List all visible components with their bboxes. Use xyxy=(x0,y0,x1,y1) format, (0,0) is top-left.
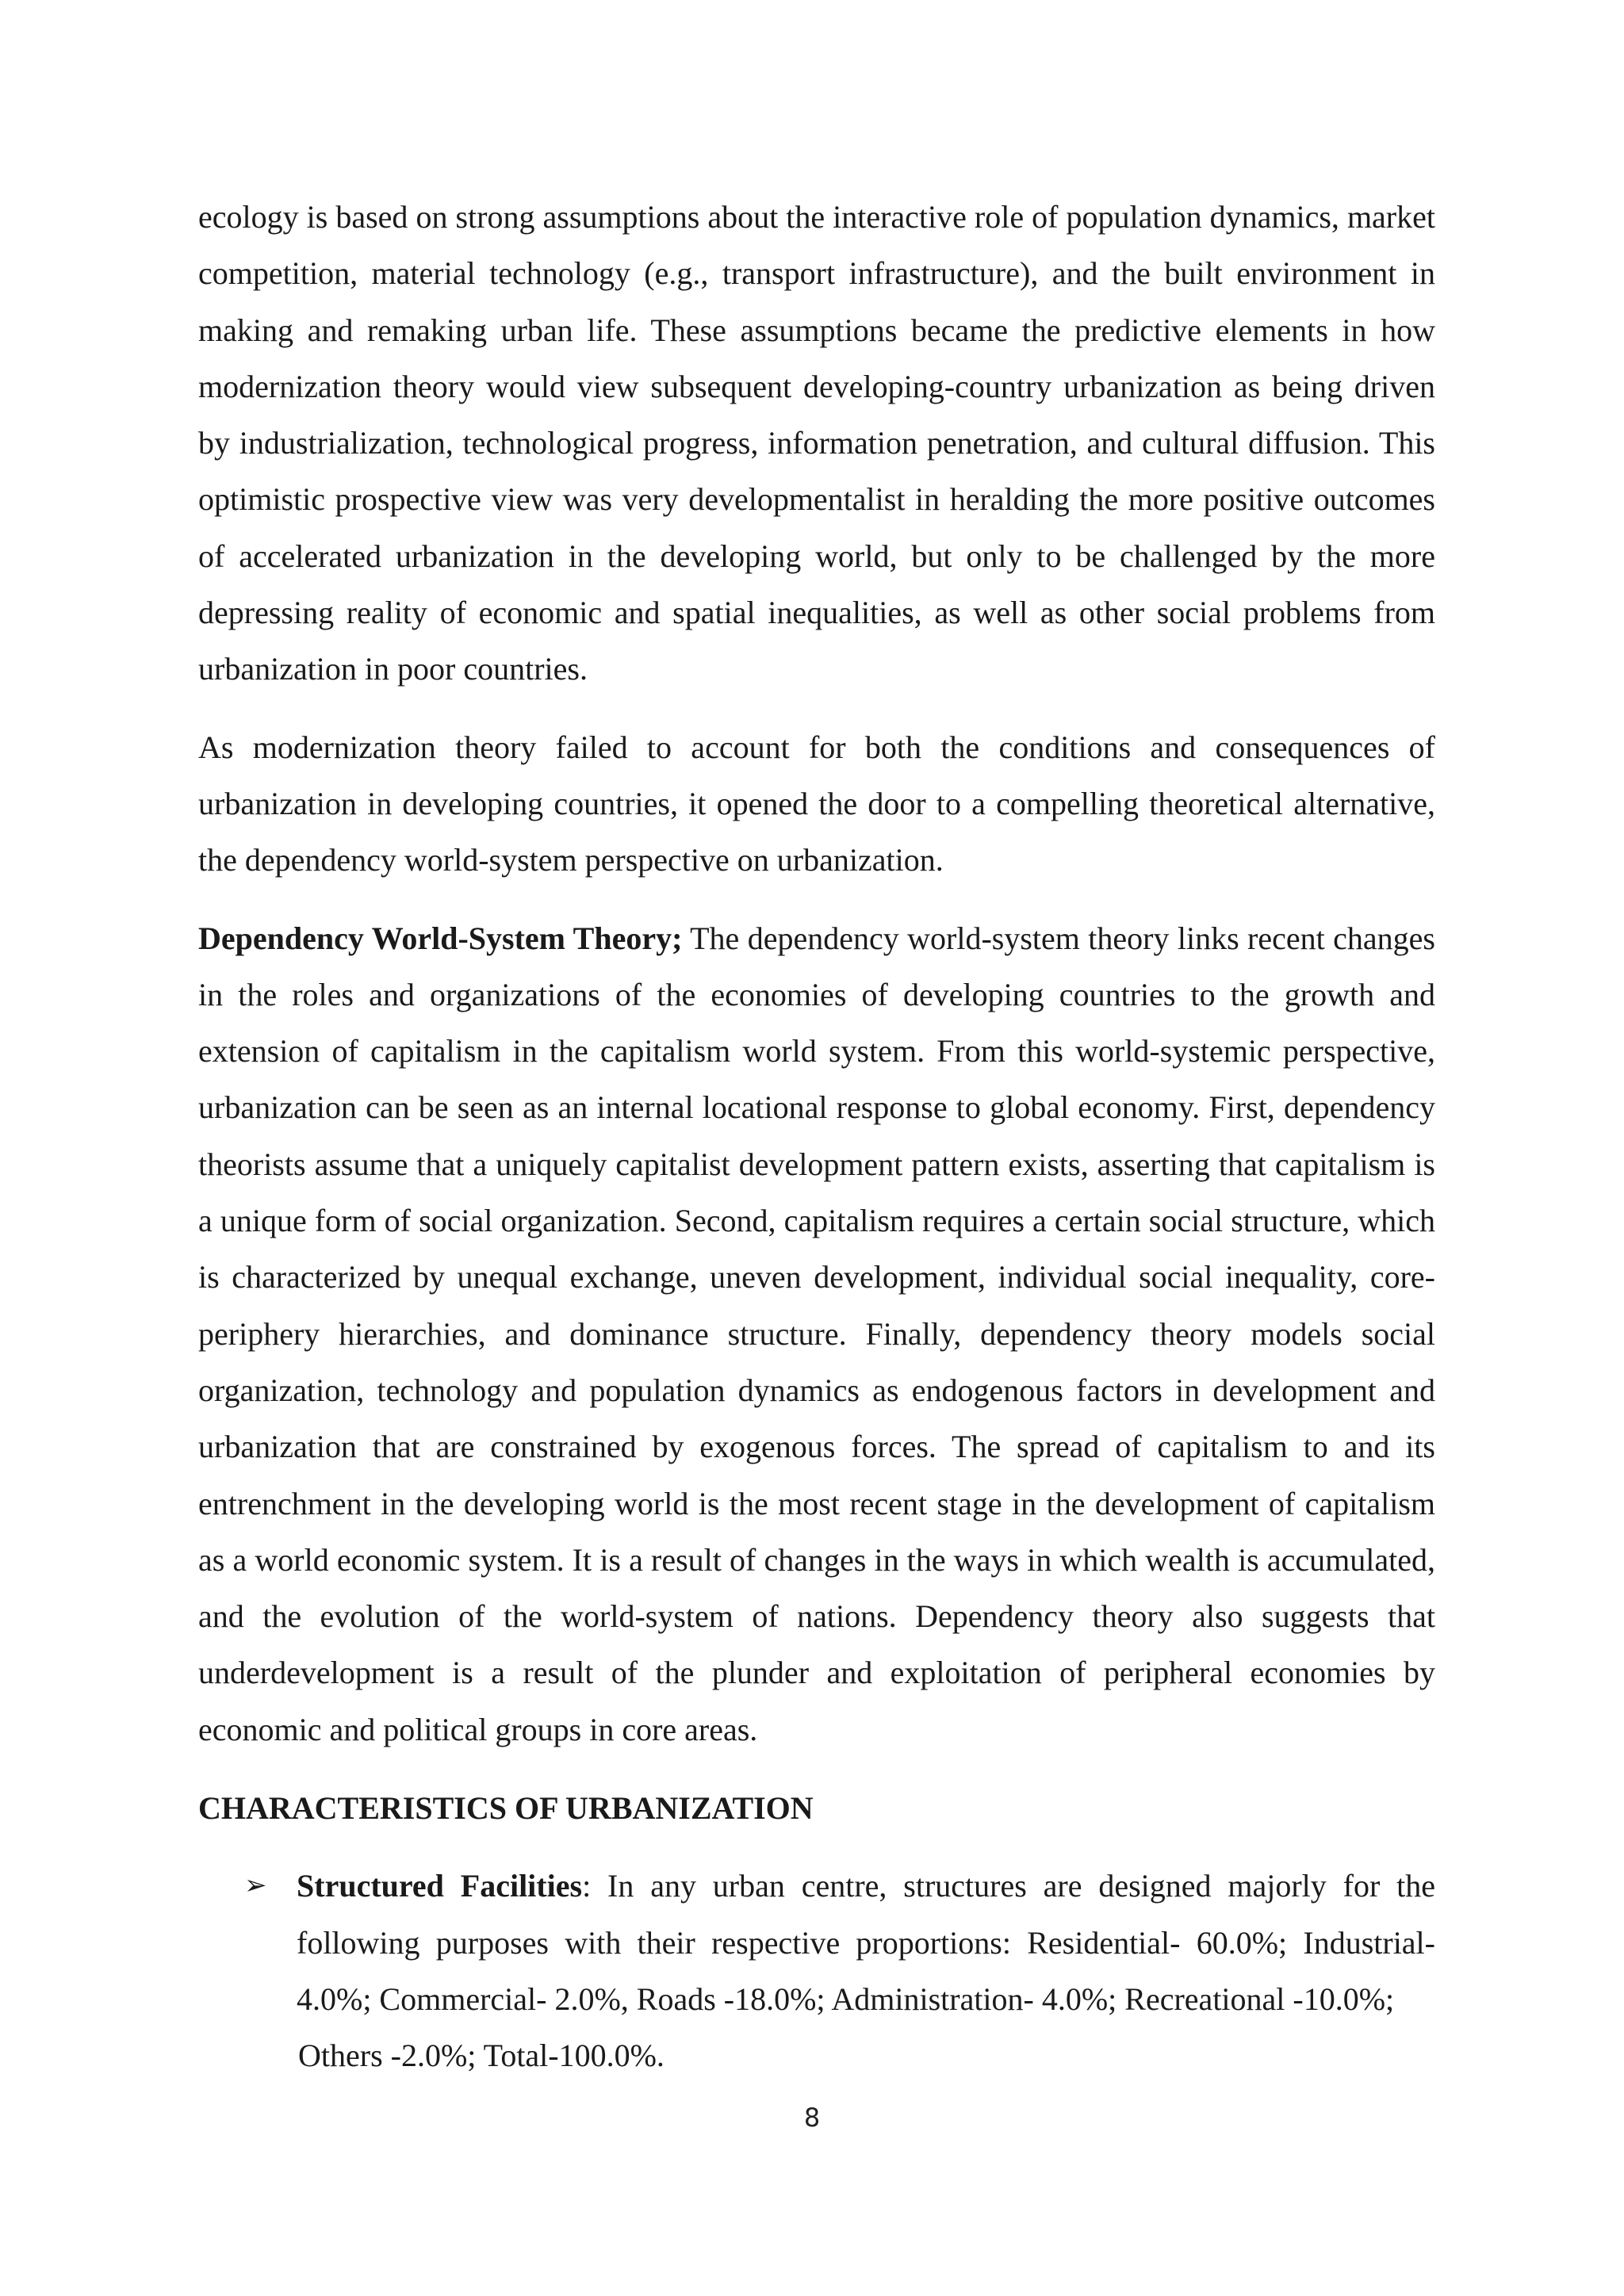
list-item-text xyxy=(297,1858,1435,2027)
section-heading: CHARACTERISTICS OF URBANIZATION xyxy=(198,1790,814,1827)
list-item xyxy=(198,1858,1435,2027)
list-item-lead-term: Structured Facilities xyxy=(297,1868,583,1904)
paragraph-text: As modernization theory failed to account for both the conditions and consequences of urbanization in developing countries, it opened the door to a compelling theoretical alternative, the dependency world-system perspective on urbanization. xyxy=(198,729,1435,878)
arrow-bullet-icon: ➢ xyxy=(244,1869,267,1902)
paragraph-lead-term: Dependency World-System Theory; xyxy=(198,920,683,956)
list-item-continuation: Others -2.0%; Total-100.0%. xyxy=(298,2038,665,2074)
paragraph-dependency-theory xyxy=(198,910,1435,1758)
document-body xyxy=(198,189,1435,2084)
paragraph-modernization-failure xyxy=(198,719,1435,889)
characteristics-list xyxy=(198,1858,1435,2027)
paragraph-text: ecology is based on strong assumptions about the interactive role of population dynamics, market competition, material technology (e.g., transport infrastructure), and the built environment in making and remaking urban life. These assumptions became the predictive elements in how modernization theory would view subsequent developing-country urbanization as being driven by industrialization, technological progress, information penetration, and cultural diffusion. This optimistic prospective view was very developmentalist in heralding the more positive outcomes of accelerated urbanization in the developing world, but only to be challenged by the more depressing reality of economic and spatial inequalities, as well as other social problems from urbanization in poor countries. xyxy=(198,199,1435,687)
paragraph-text: The dependency world-system theory links recent changes in the roles and organizations of the economies of developing countries to the growth and extension of capitalism in the capitalism world system. From this world-systemic perspective, urbanization can be seen as an internal locational response to global economy. First, dependency theorists assume that a uniquely capitalist development pattern exists, asserting that capitalism is a unique form of social organization. Second, capitalism requires a certain social structure, which is characterized by unequal exchange, uneven development, individual social inequality, core-periphery hierarchies, and dominance structure. Finally, dependency theory models social organization, technology and population dynamics as endogenous factors in development and urbanization that are constrained by exogenous forces. The spread of capitalism to and its entrenchment in the developing world is the most recent stage in the development of capitalism as a world economic system. It is a result of changes in the ways in which wealth is accumulated, and the evolution of the world-system of nations. Dependency theory also suggests that underdevelopment is a result of the plunder and exploitation of peripheral economies by economic and political groups in core areas. xyxy=(198,920,1435,1747)
paragraph-modernization-ecology xyxy=(198,189,1435,698)
list-item-body: : In any urban centre, structures are designed majorly for the following purposes with their respective proportions: Residential- 60.0%; Industrial- 4.0%; Commercial- 2.0%, Roads -18.0%; Administration- 4.0%; Recreational -10.0%; xyxy=(297,1868,1436,2017)
page-number: 8 xyxy=(803,2103,821,2133)
